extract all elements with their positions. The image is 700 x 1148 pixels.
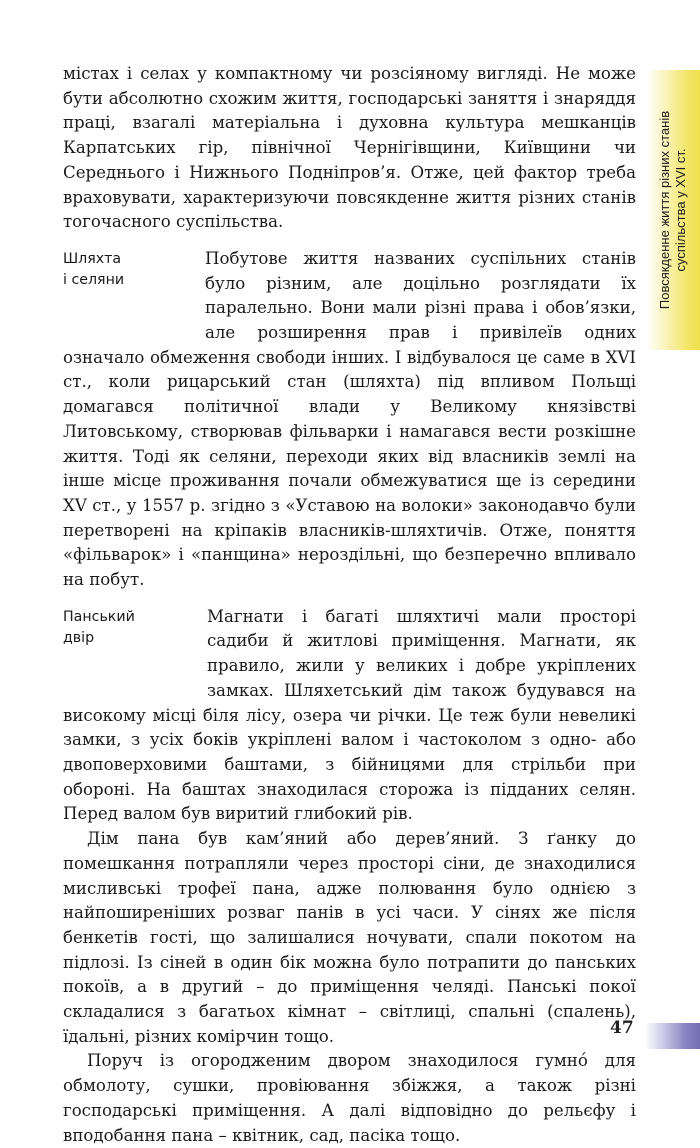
section-shliakhta-i-selyany [63, 247, 636, 593]
section-heading-line-2: і селяни [63, 271, 125, 288]
section-paragraph: Дім пана був кам’яний або дерев’яний. З ґанку до помешкання потрапляли через просторі сіни, де знаходилися мисливські трофеї пана, адже полювання було однією з найпоширеніших розваг панів в усі часи. У сінях же після бенкетів гості, що залишалися ночувати, спали покотом на підлозі. Із сіней в один бік можна було потрапити до панських покоїв, а в другий – до приміщення челяді. Панські покої складалися з багатьох кімнат – світлиці, спальні (спалень), їдальні, різних комірчин тощо. [63, 829, 636, 1046]
page-content [63, 62, 636, 1148]
section-heading-line-1: Панський [63, 608, 135, 625]
section-paragraph: Побутове життя названих суспільних станів було різним, але доцільно розглядати їх паралельно. Вони мали різні права і обов’язки, але розширення прав і привілеїв одних означало обмеження свободи інших. І відбувалося це саме в XVI ст., коли рицарський стан (шляхта) під впливом Польщі домагався політичної влади у Великому князівстві Литовському, створював фільварки і намагався вести розкішне життя. Тоді як селяни, переходи яких від власників землі на інше місце проживання почали обмежуватися ще із середини XV ст., у 1557 р. згідно з «Уставою на волоки» законодавчо були перетворені на кріпаків власників-шляхтичів. Отже, поняття «фільварок» і «панщина» нероздільні, що безперечно впливало на побут. [63, 248, 636, 590]
section-panskyi-dvir [63, 605, 636, 1148]
page-number-decorative-bar [645, 1023, 700, 1049]
section-heading [63, 605, 205, 681]
side-tab-line-1: Повсякденне життя різних станів [657, 110, 672, 310]
section-heading [63, 247, 203, 323]
page-number: 47 [610, 1018, 634, 1038]
section-heading-line-2: двір [63, 629, 95, 646]
section-paragraph: Магнати і багаті шляхтичі мали просторі садиби й житлові приміщення. Магнати, як правило, жили у великих і добре укріплених замках. Шляхетський дім також будувався на високому місці біля лісу, озера чи річки. Це теж були невеликі замки, з усіх боків укріплені валом і частоколом з одно- або двоповерховими баштами, з бійницями для стрільби при обороні. На баштах знаходилася сторожа із підданих селян. Перед валом був виритий глибокий рів. [63, 606, 636, 824]
chapter-side-tab-title [657, 70, 689, 350]
side-tab-line-2: суспільства у XVI ст. [673, 148, 688, 272]
section-paragraph: Поруч із огородженим двором знаходилося гумнó для обмолоту, сушки, провіювання збіжжя, а також різні господарські приміщення. А далі відповідно до рельєфу і вподобання пана – квітник, сад, пасіка тощо. [63, 1051, 636, 1145]
chapter-side-tab [646, 70, 700, 350]
section-heading-line-1: Шляхта [63, 250, 122, 267]
intro-paragraph: містах і селах у компактному чи розсіяному вигляді. Не може бути абсолютно схожим життя, господарські заняття і знаряддя праці, взагалі матеріальна і духовна культура мешканців Карпатських гір, північної Чернігівщини, Київщини чи Середнього і Нижнього Подніпров’я. Отже, цей фактор треба враховувати, характеризуючи повсякденне життя різних станів тогочасного суспільства. [63, 64, 636, 232]
